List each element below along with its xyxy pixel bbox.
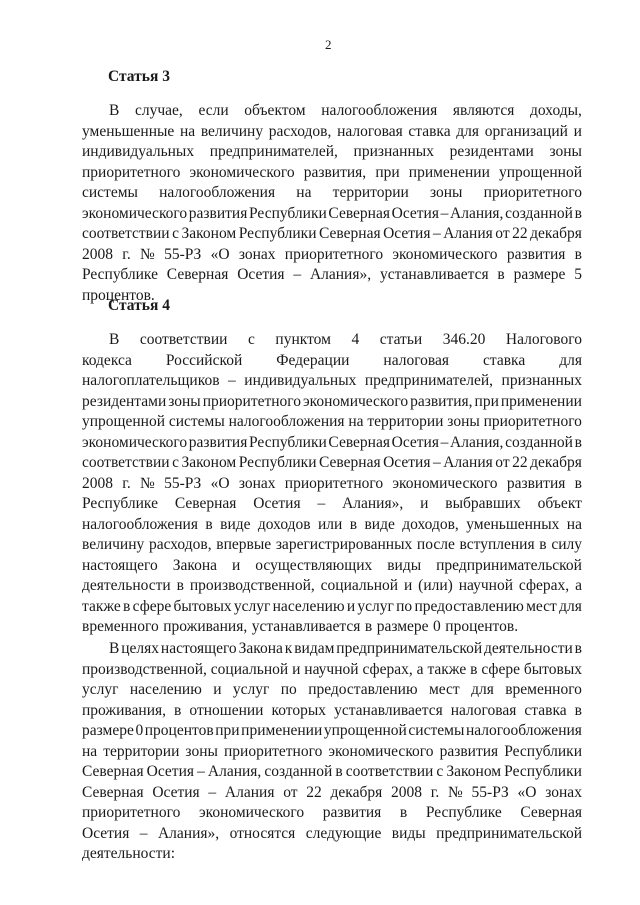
text-line: процентов. [82, 286, 155, 304]
text-line: Республике Северная Осетия – Алания», устанавливается в размере 5 [82, 266, 582, 283]
text-line: размере 0 процентов при применении упрощенной системы налогообложения [82, 722, 582, 739]
text-line: системы налогообложения на территории зоны приоритетного [82, 184, 582, 201]
text-line: В соответствии с пунктом 4 статьи 346.20 Налогового [109, 331, 582, 348]
article-4-paragraph-2 [82, 639, 582, 865]
article-3-paragraph [82, 101, 582, 306]
text-line: настоящего Закона и осуществляющих виды предпринимательской [82, 556, 582, 574]
text-line: Республике Северная Осетия – Алания», и выбравших объект [82, 495, 582, 512]
text-line: услуг населению и услуг по предоставлению мест для временного [82, 681, 582, 698]
text-line: 2008 г. № 55-РЗ «О зонах приоритетного экономического развития в [82, 245, 582, 263]
page-number: 2 [325, 37, 332, 52]
article-4-heading: Статья 4 [108, 297, 170, 314]
text-line: приоритетного экономического развития, при применении упрощенной [82, 163, 582, 181]
text-line: проживания, в отношении которых устанавливается налоговая ставка в [82, 701, 582, 719]
text-line: соответствии с Законом Республики Северная Осетия – Алания от 22 декабря [82, 225, 582, 242]
text-line: величину расходов, впервые зарегистрированных после вступления в силу [82, 536, 582, 553]
text-line: резидентами зоны приоритетного экономического развития, при применении [82, 392, 582, 410]
text-line: уменьшенные на величину расходов, налоговая ставка для организаций и [82, 122, 582, 140]
text-line: Северная Осетия – Алания, созданной в соответствии с Законом Республики [82, 763, 582, 780]
text-line: В случае, если объектом налогообложения являются доходы, [109, 102, 582, 119]
text-line: Осетия – Алания», относятся следующие виды предпринимательской [82, 824, 582, 842]
text-line: деятельности в производственной, социальной и (или) научной сферах, а [82, 577, 582, 594]
text-line: кодекса Российской Федерации налоговая ставка для [82, 351, 582, 369]
article-4-paragraph-1 [82, 330, 582, 638]
text-line: приоритетного экономического развития в Республике Северная [82, 804, 582, 821]
text-line: индивидуальных предпринимателей, признанных резидентами зоны [82, 143, 582, 160]
text-line: производственной, социальной и научной сферах, а также в сфере бытовых [82, 660, 582, 678]
text-line: В целях настоящего Закона к видам предпринимательской деятельности в [109, 640, 582, 657]
article-3-heading: Статья 3 [108, 68, 170, 85]
text-line: налогоплательщиков – индивидуальных предпринимателей, признанных [82, 372, 582, 389]
text-line: налогообложения в виде доходов или в виде доходов, уменьшенных на [82, 515, 582, 533]
text-line: временного проживания, устанавливается в размере 0 процентов. [82, 618, 519, 635]
text-line: Северная Осетия – Алания от 22 декабря 2008 г. № 55-РЗ «О зонах [82, 783, 582, 801]
text-line: 2008 г. № 55-РЗ «О зонах приоритетного экономического развития в [82, 474, 582, 492]
text-line: экономического развития Республики Северная Осетия – Алания, созданной в [82, 204, 582, 222]
text-line: соответствии с Законом Республики Северная Осетия – Алания от 22 декабря [82, 454, 582, 471]
text-line: на территории зоны приоритетного экономического развития Республики [82, 742, 582, 760]
text-line: экономического развития Республики Северная Осетия – Алания, созданной в [82, 433, 582, 451]
text-line: упрощенной системы налогообложения на территории зоны приоритетного [82, 413, 582, 430]
text-line: деятельности: [82, 845, 176, 862]
text-line: также в сфере бытовых услуг населению и услуг по предоставлению мест для [82, 597, 582, 615]
